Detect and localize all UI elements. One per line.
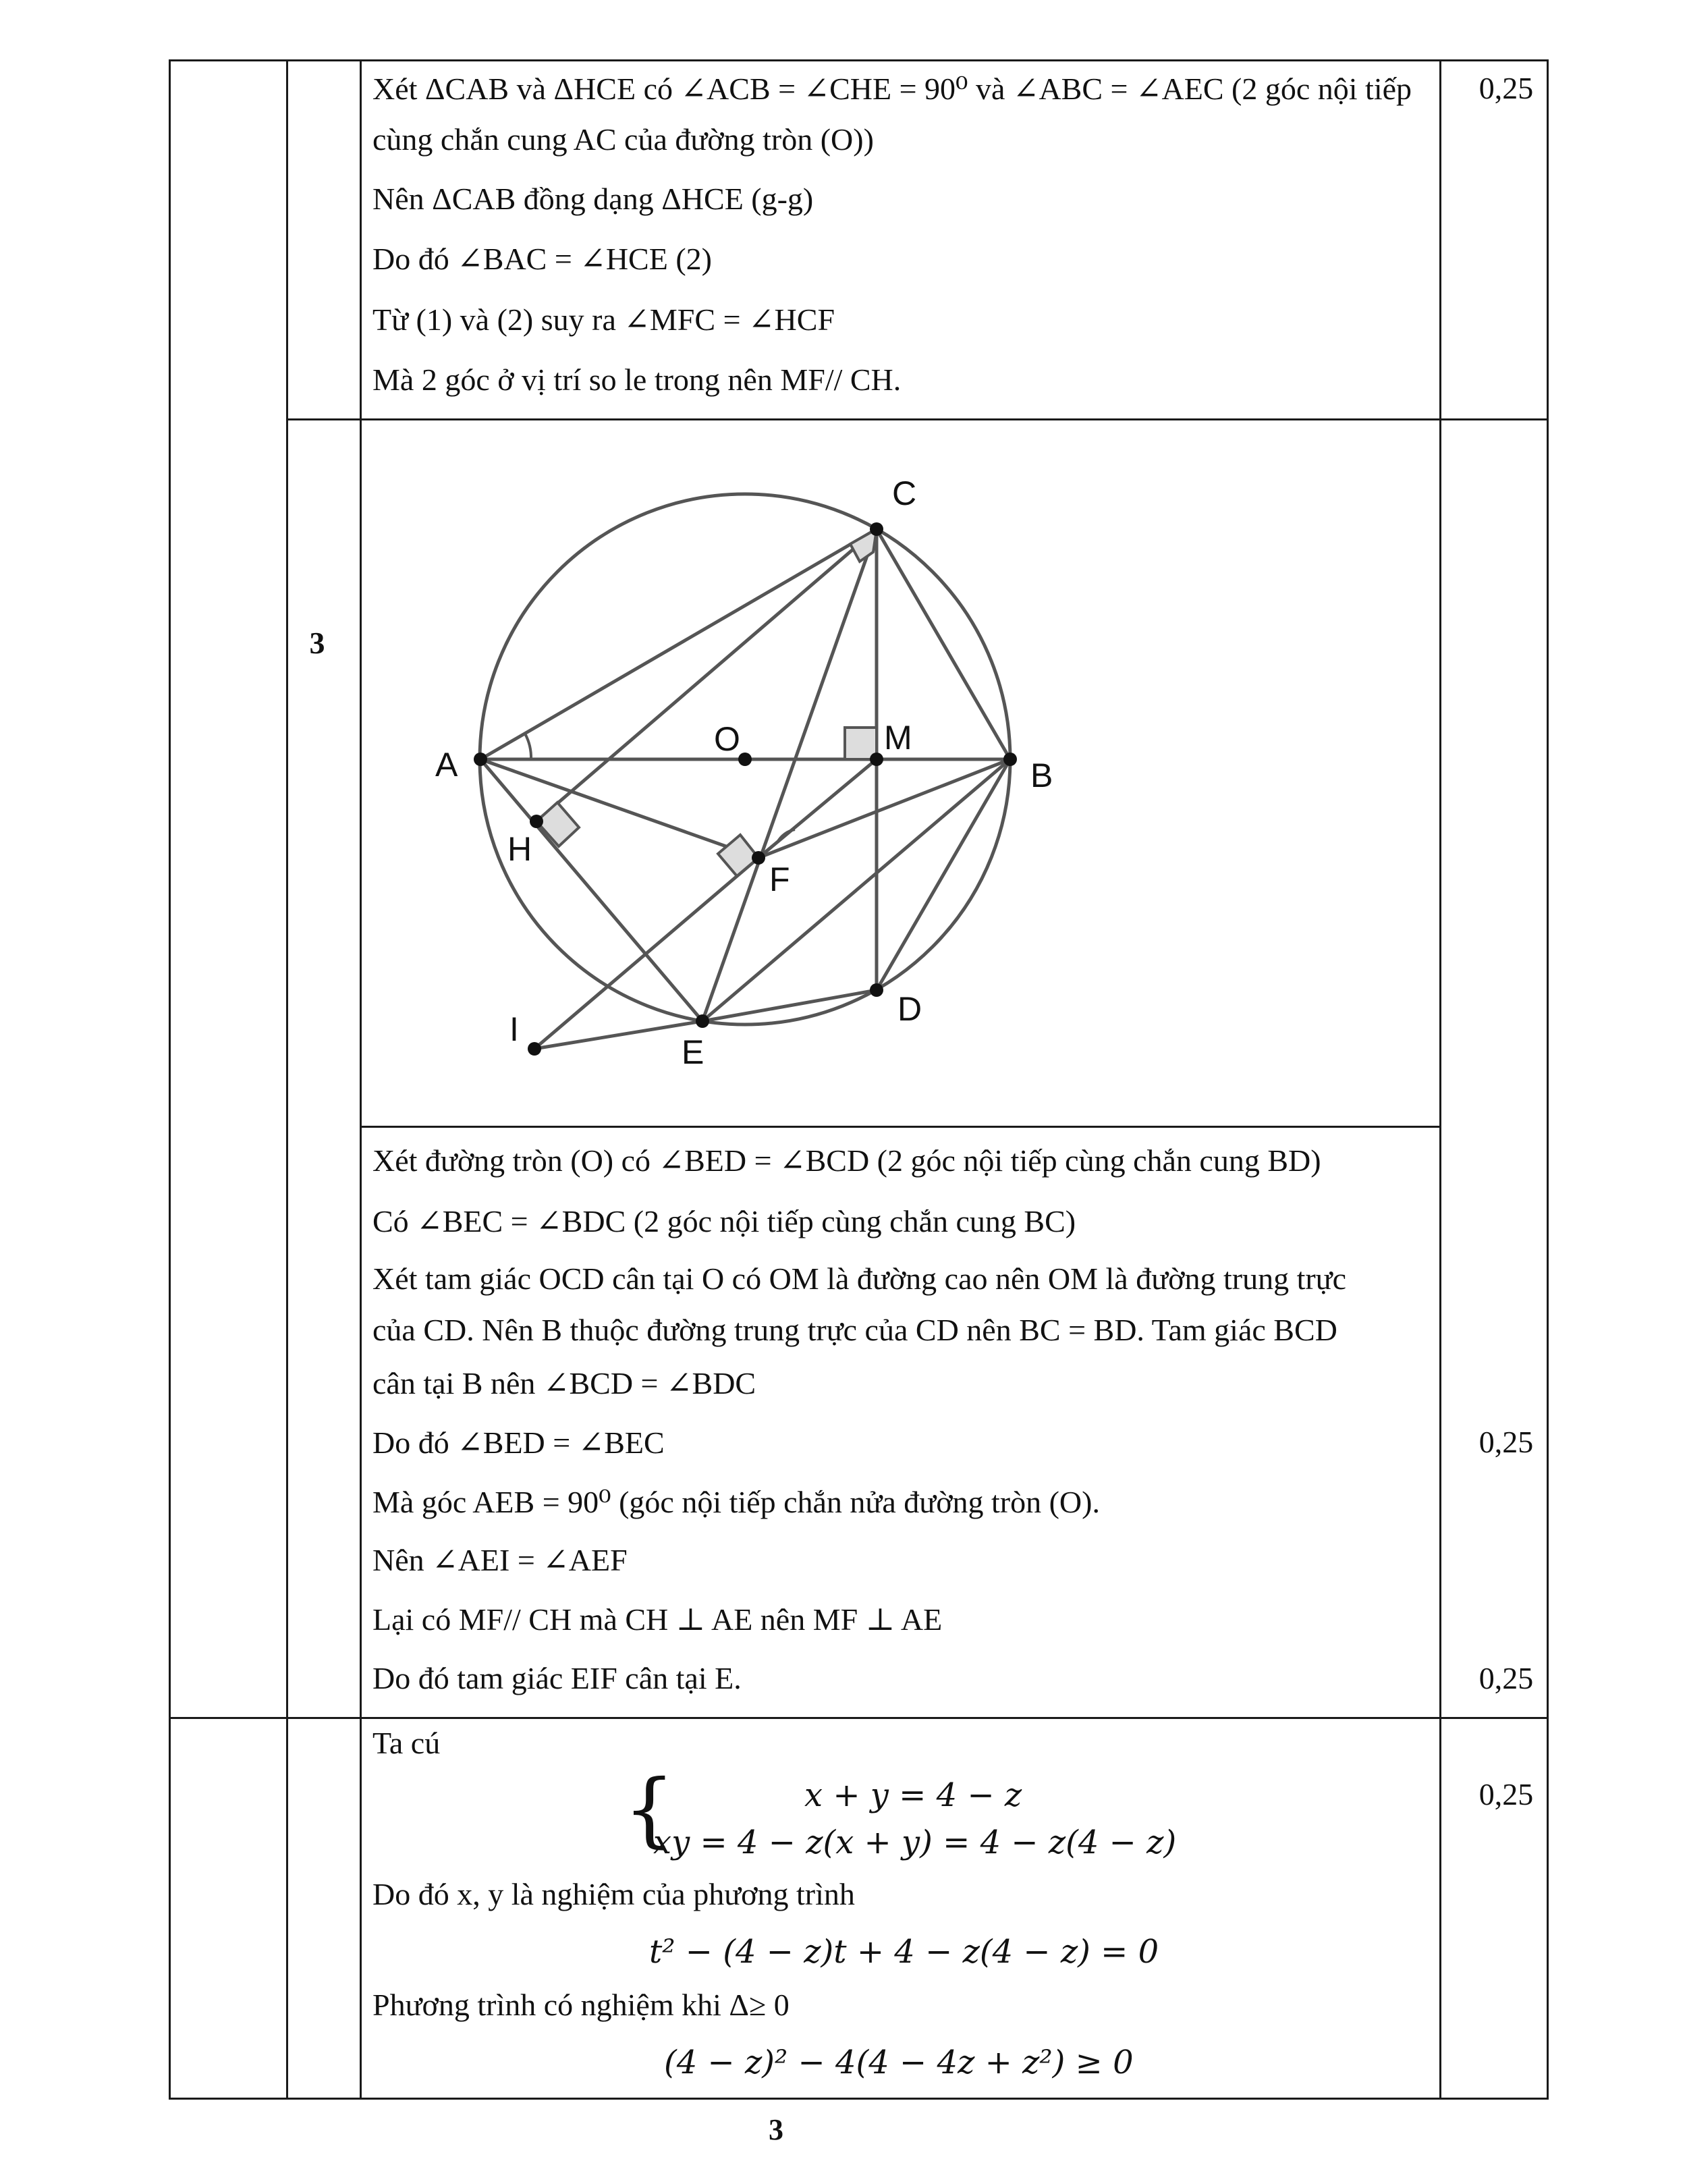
label-b: B [1030, 757, 1053, 794]
point-c [870, 522, 883, 536]
discriminant-inequality: (4 − z)² − 4(4 − 4z + z²) ≥ 0 [664, 2044, 1134, 2081]
point-m [870, 753, 883, 766]
score: 0,25 [1478, 71, 1534, 105]
label-a: A [435, 746, 458, 784]
text-line: của CD. Nên B thuộc đường trung trực của CD nên BC = BD. Tam giác BCD [372, 1313, 1337, 1347]
quadratic-equation: t² − (4 − z)t + 4 − z(4 − z) = 0 [649, 1933, 1159, 1971]
label-d: D [897, 990, 922, 1028]
text-line: Mà 2 góc ở vị trí so le trong nên MF// CH. [372, 362, 902, 397]
text-line: Mà góc AEB = 90⁰ (góc nội tiếp chắn nửa đường tròn (O). [372, 1485, 1100, 1519]
segment-ed [702, 990, 877, 1021]
score: 0,25 [1478, 1425, 1534, 1459]
segment-ac [480, 529, 877, 759]
table-border-top [169, 59, 1549, 61]
segment-fb [758, 759, 1010, 858]
label-i: I [509, 1010, 519, 1048]
text-line: Từ (1) và (2) suy ra ∠MFC = ∠HCF [372, 302, 835, 337]
text-line: Nên ∠AEI = ∠AEF [372, 1543, 628, 1577]
row-separator-2 [169, 1717, 1549, 1719]
text-line: Do đó ∠BAC = ∠HCE (2) [372, 242, 712, 276]
table-divider-2 [360, 59, 362, 2099]
table-divider-3 [1439, 59, 1441, 2099]
point-f [752, 851, 765, 865]
text-line: Xét ΔCAB và ΔHCE có ∠ACB = ∠CHE = 90⁰ và ∠ABC = ∠AEC (2 góc nội tiếp [372, 72, 1412, 106]
table-border-right [1547, 59, 1549, 2099]
point-a [474, 753, 487, 766]
row-separator-1 [286, 418, 1549, 420]
question-number: 3 [309, 626, 325, 660]
point-b [1003, 753, 1017, 766]
label-h: H [507, 830, 532, 868]
text-line: Xét đường tròn (O) có ∠BED = ∠BCD (2 góc nội tiếp cùng chắn cung BD) [372, 1143, 1321, 1178]
table-divider-1 [286, 59, 288, 2099]
page-number: 3 [769, 2113, 783, 2146]
angle-arc-a [525, 734, 531, 759]
segment-bd [877, 759, 1010, 990]
text-line: Lại có MF// CH mà CH ⊥ AE nên MF ⊥ AE [372, 1602, 943, 1637]
table-border-bottom [169, 2098, 1549, 2100]
right-angle-h [536, 802, 579, 846]
label-m: M [884, 719, 912, 757]
system-brace: { [624, 1763, 675, 1857]
score: 0,25 [1478, 1661, 1534, 1695]
text-line: cân tại B nên ∠BCD = ∠BDC [372, 1366, 756, 1400]
figure-separator [360, 1126, 1441, 1128]
label-f: F [769, 861, 790, 898]
text-line: Do đó ∠BED = ∠BEC [372, 1425, 665, 1460]
point-i [528, 1042, 541, 1056]
geometry-figure [378, 432, 1188, 1120]
point-e [696, 1014, 709, 1028]
point-h [530, 815, 543, 828]
text-line: Xét tam giác OCD cân tại O có OM là đường cao nên OM là đường trung trực [372, 1261, 1347, 1296]
label-e: E [682, 1033, 704, 1071]
table-border-left [169, 59, 171, 2099]
text-line: Phương trình có nghiệm khi Δ≥ 0 [372, 1988, 790, 2022]
text-line: Do đó x, y là nghiệm của phương trình [372, 1877, 855, 1911]
system-equation-2: xy = 4 − z(x + y) = 4 − z(4 − z) [653, 1824, 1177, 1861]
text-line: cùng chắn cung AC của đường tròn (O)) [372, 122, 874, 157]
score: 0,25 [1478, 1777, 1534, 1811]
label-c: C [892, 474, 917, 512]
text-line: Do đó tam giác EIF cân tại E. [372, 1661, 742, 1695]
point-o [738, 753, 752, 766]
text-line: Ta cú [372, 1726, 441, 1760]
label-o: O [714, 720, 740, 758]
system-equation-1: x + y = 4 − z [804, 1776, 1022, 1814]
point-d [870, 983, 883, 997]
text-line: Nên ΔCAB đồng dạng ΔHCE (g-g) [372, 182, 814, 216]
text-line: Có ∠BEC = ∠BDC (2 góc nội tiếp cùng chắn cung BC) [372, 1204, 1076, 1238]
